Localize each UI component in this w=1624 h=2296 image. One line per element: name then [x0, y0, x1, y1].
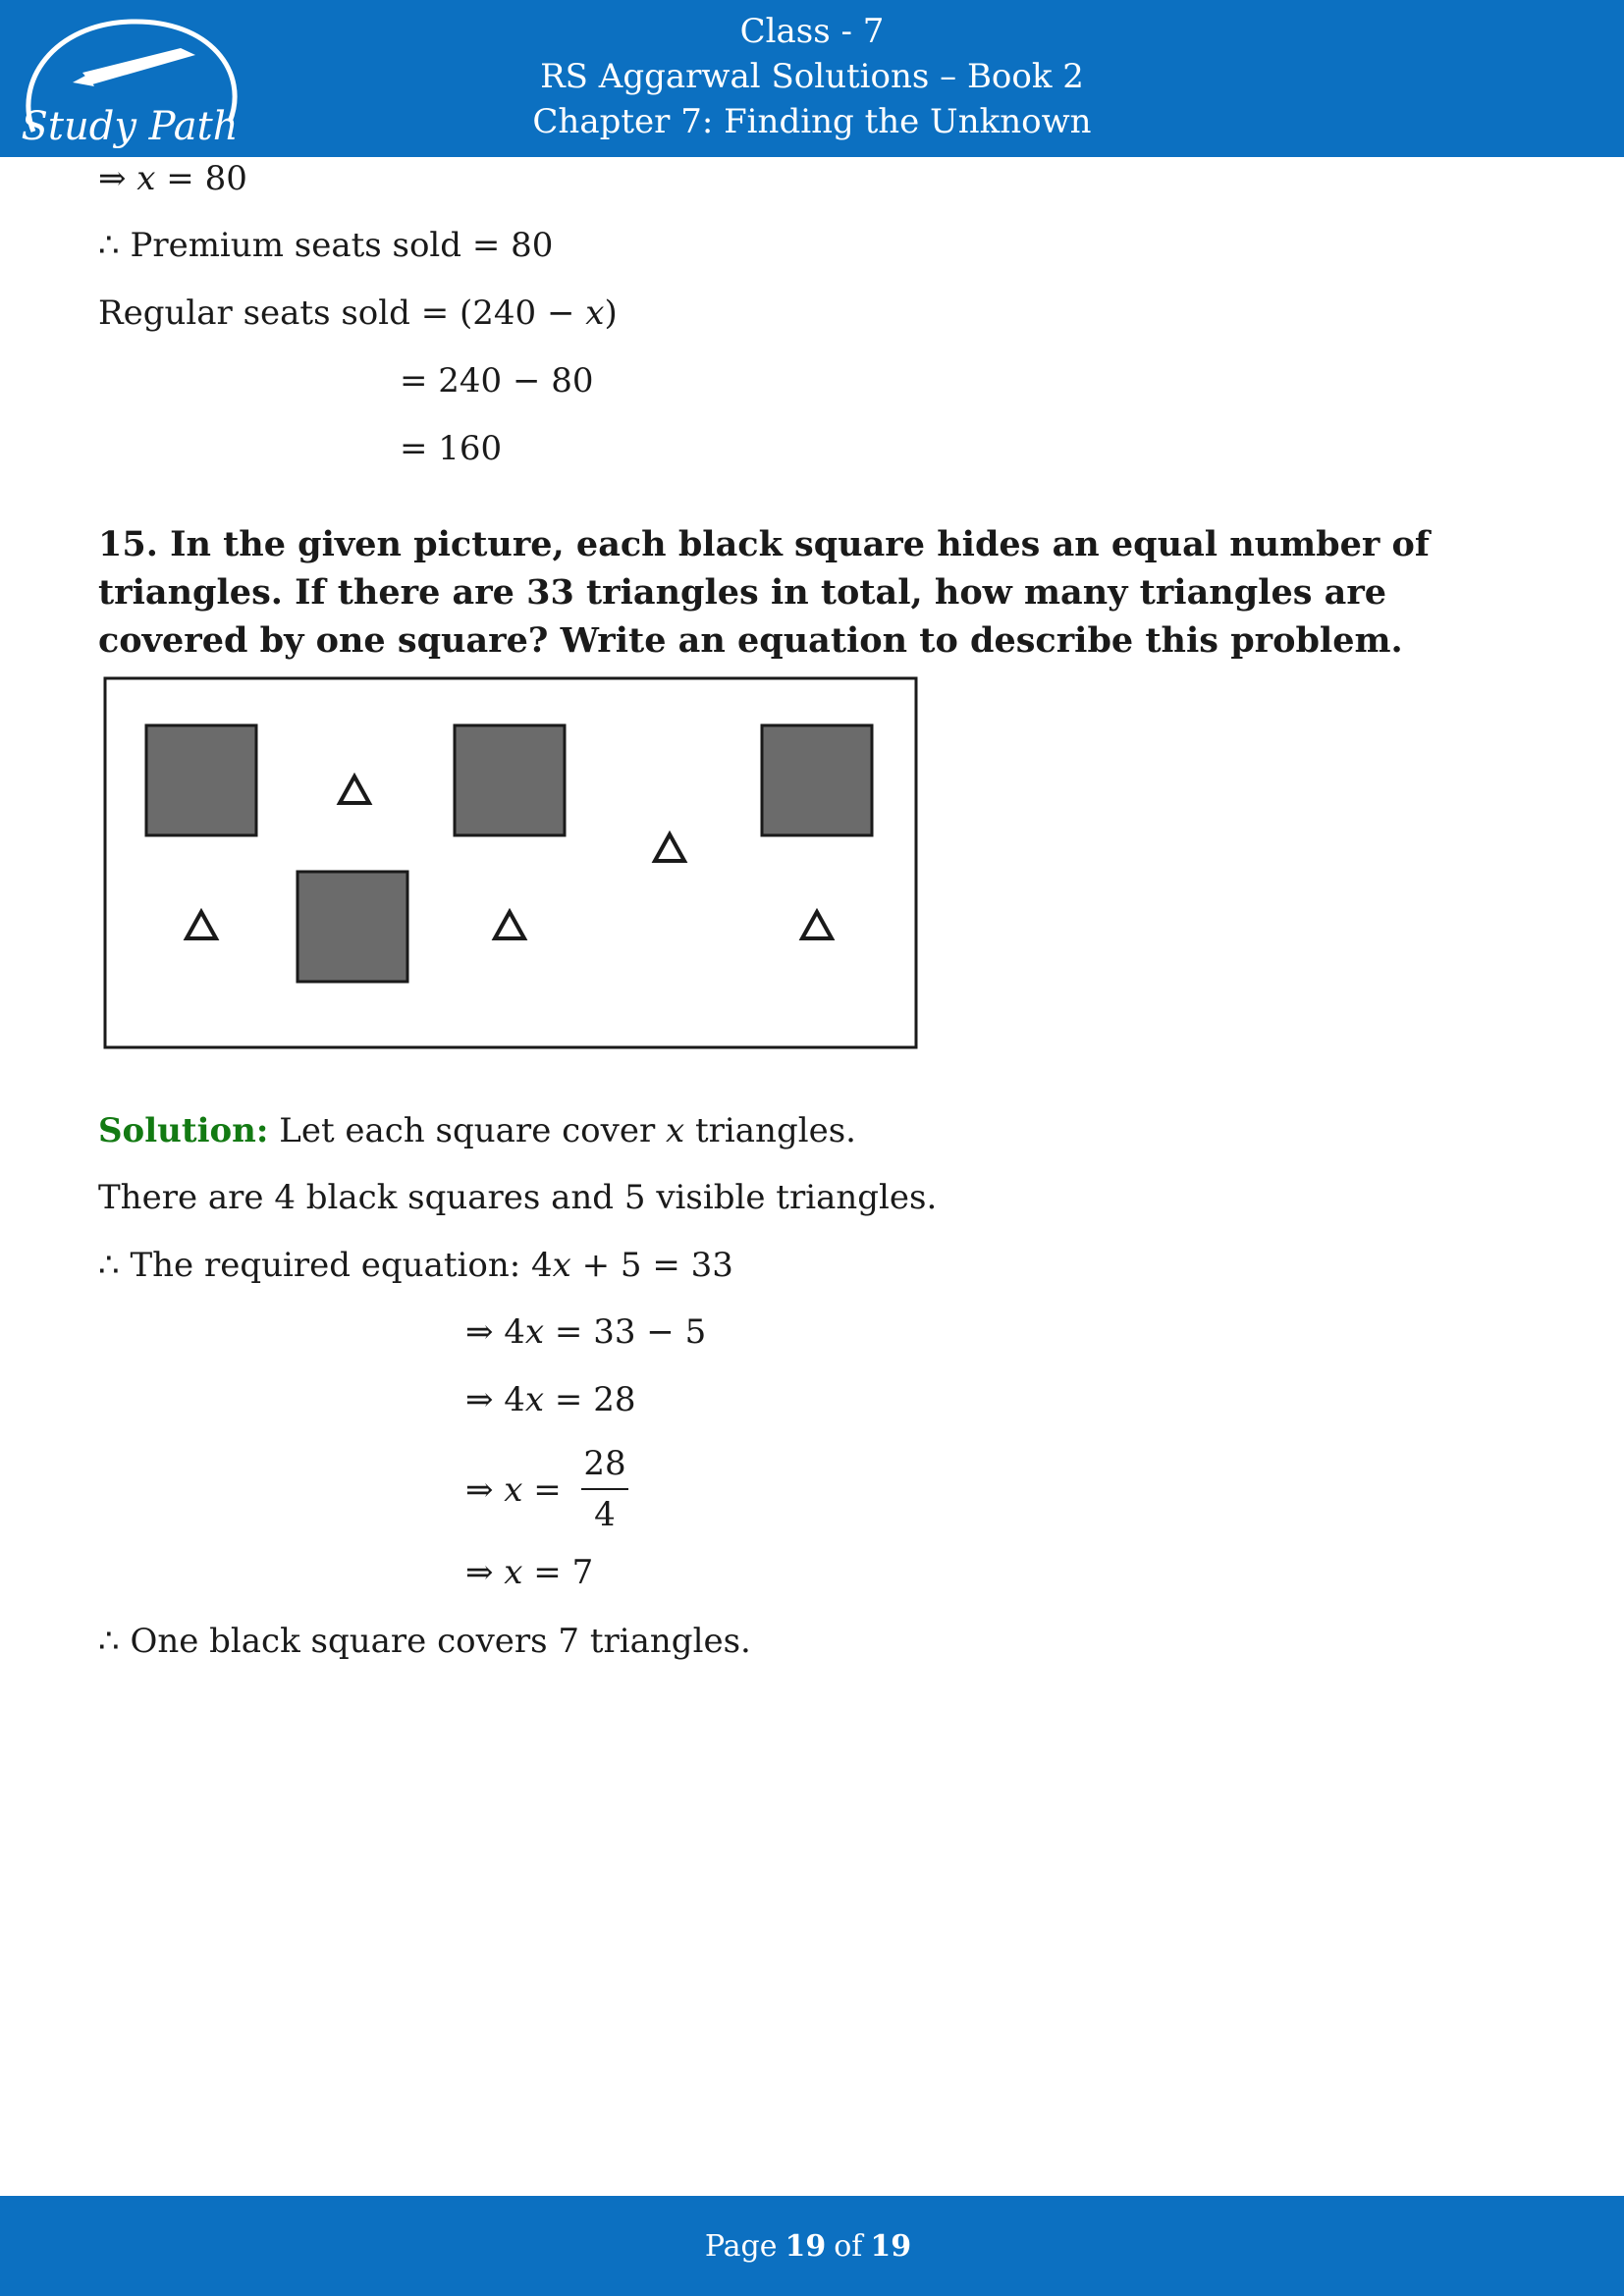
prev-line-5: = 160 — [400, 429, 503, 468]
page-header — [0, 0, 1624, 157]
footer-page-word: Page — [704, 2228, 778, 2264]
solution-line-2: There are 4 black squares and 5 visible triangles. — [98, 1178, 938, 1217]
solution-intro-text: Let each square cover 𝑥 triangles. — [268, 1111, 856, 1150]
fraction-bar — [581, 1488, 628, 1490]
solution-line-7: ⇒ 𝑥 = 7 — [465, 1553, 594, 1592]
header-book: RS Aggarwal Solutions – Book 2 — [540, 57, 1084, 96]
svg-text:Study Path: Study Path — [21, 104, 239, 149]
black-square — [762, 725, 872, 835]
prev-line-2: ∴ Premium seats sold = 80 — [98, 226, 554, 265]
question-15: 15. In the given picture, each black square hides an equal number of triangles. If there are 33 triangles in total, how many triangles are covered by one square? Write an equation to describe this problem. — [98, 524, 1430, 661]
fraction-numerator: 28 — [583, 1444, 626, 1483]
solution-line-3: ∴ The required equation: 4𝑥 + 5 = 33 — [98, 1246, 733, 1285]
solution-line-6-prefix: ⇒ 𝑥 = — [465, 1470, 562, 1510]
header-chapter: Chapter 7: Finding the Unknown — [532, 102, 1092, 141]
page-footer — [0, 2196, 1624, 2296]
prev-line-4: = 240 − 80 — [400, 361, 594, 400]
fraction — [581, 1443, 628, 1535]
footer-of-word: of — [834, 2228, 863, 2264]
black-square — [455, 725, 565, 835]
black-square — [146, 725, 256, 835]
squares-triangles-figure — [103, 675, 918, 1050]
footer-page-total: 19 — [870, 2228, 912, 2264]
prev-line-3: Regular seats sold = (240 − 𝑥) — [98, 294, 618, 333]
solution-line-4: ⇒ 4𝑥 = 33 − 5 — [465, 1312, 707, 1352]
black-square — [298, 872, 407, 982]
solution-conclusion: ∴ One black square covers 7 triangles. — [98, 1622, 751, 1661]
solution-line-5: ⇒ 4𝑥 = 28 — [465, 1380, 636, 1419]
fraction-denominator: 4 — [594, 1495, 616, 1534]
solution-label: Solution: — [98, 1111, 269, 1150]
footer-page-number: 19 — [785, 2228, 827, 2264]
header-class: Class - 7 — [739, 12, 885, 51]
prev-line-1: ⇒ 𝑥 = 80 — [98, 159, 247, 198]
solution-intro — [98, 1109, 856, 1152]
